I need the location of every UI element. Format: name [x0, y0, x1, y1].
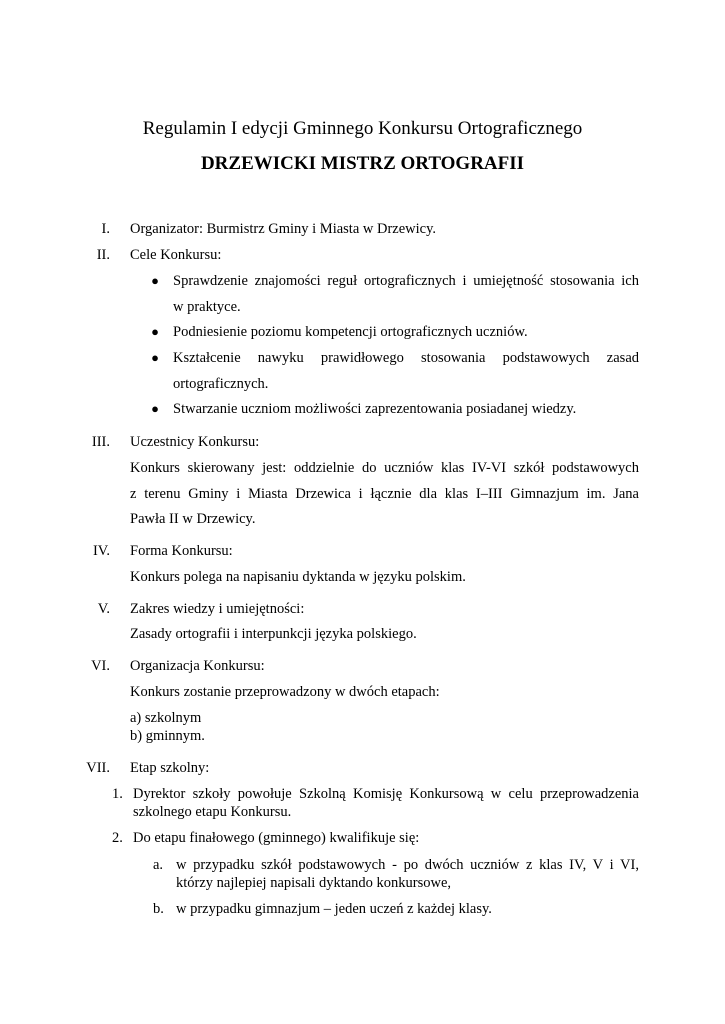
- subitem-b: w przypadku gimnazjum – jeden uczeń z każdej klasy.: [176, 901, 492, 917]
- section-heading-participants: Uczestnicy Konkursu:: [130, 434, 260, 450]
- section-number-6: VI.: [91, 658, 110, 674]
- section-number-4: IV.: [92, 543, 110, 559]
- school-stage-item-1-line-2: szkolnego etapu Konkursu.: [133, 804, 292, 820]
- organization-text: Konkurs zostanie przeprowadzony w dwóch etapach:: [130, 684, 440, 700]
- goal-4: Stwarzanie uczniom możliwości zaprezentowania posiadanej wiedzy.: [173, 401, 577, 417]
- participants-line-3: Pawła II w Drzewicy.: [130, 511, 256, 527]
- goal-3-line-2: ortograficznych.: [173, 376, 269, 392]
- subitem-a-line-1: w przypadku szkół podstawowych - po dwóch uczniów z klas IV, V i VI,: [176, 857, 639, 873]
- document-title: Regulamin I edycji Gminnego Konkursu Ortograficznego: [142, 118, 583, 139]
- subitem-label-b: b.: [153, 901, 164, 917]
- stage-municipal: b) gminnym.: [130, 728, 205, 744]
- section-organizer: Organizator: Burmistrz Gminy i Miasta w Drzewicy.: [130, 221, 437, 237]
- bullet-icon: ●: [151, 273, 159, 288]
- section-heading-goals: Cele Konkursu:: [130, 247, 222, 263]
- item-number-2: 2.: [112, 830, 123, 846]
- section-number-5: V.: [97, 601, 110, 617]
- stage-school: a) szkolnym: [130, 710, 202, 726]
- section-number-3: III.: [91, 434, 110, 450]
- goal-1-line-2: w praktyce.: [173, 299, 241, 315]
- school-stage-item-1-line-1: Dyrektor szkoły powołuje Szkolną Komisję Konkursową w celu przeprowadzenia: [133, 786, 639, 802]
- section-number-1: I.: [101, 221, 110, 237]
- scope-text: Zasady ortografii i interpunkcji języka polskiego.: [130, 626, 417, 642]
- bullet-icon: ●: [151, 401, 159, 416]
- goal-2: Podniesienie poziomu kompetencji ortograficznych uczniów.: [173, 324, 528, 340]
- subitem-a-line-2: którzy najlepiej napisali dyktando konkursowe,: [176, 875, 452, 891]
- form-text: Konkurs polega na napisaniu dyktanda w języku polskim.: [130, 569, 466, 585]
- goal-3-line-1: Kształcenie nawyku prawidłowego stosowania podstawowych zasad: [173, 350, 639, 366]
- section-heading-scope: Zakres wiedzy i umiejętności:: [130, 601, 305, 617]
- subitem-label-a: a.: [153, 857, 164, 873]
- bullet-icon: ●: [151, 350, 159, 365]
- document-subtitle: DRZEWICKI MISTRZ ORTOGRAFII: [200, 153, 525, 174]
- section-heading-school-stage: Etap szkolny:: [130, 760, 210, 776]
- section-heading-form: Forma Konkursu:: [130, 543, 233, 559]
- bullet-icon: ●: [151, 324, 159, 339]
- section-heading-organization: Organizacja Konkursu:: [130, 658, 265, 674]
- participants-line-2: z terenu Gminy i Miasta Drzewica i łącznie dla klas I–III Gimnazjum im. Jana: [130, 486, 639, 502]
- goal-1-line-1: Sprawdzenie znajomości reguł ortograficznych i umiejętność stosowania ich: [173, 273, 639, 289]
- section-number-7: VII.: [86, 760, 110, 776]
- item-number-1: 1.: [112, 786, 123, 802]
- participants-line-1: Konkurs skierowany jest: oddzielnie do uczniów klas IV-VI szkół podstawowych: [130, 460, 639, 476]
- school-stage-item-2: Do etapu finałowego (gminnego) kwalifikuje się:: [133, 830, 420, 846]
- section-number-2: II.: [96, 247, 110, 263]
